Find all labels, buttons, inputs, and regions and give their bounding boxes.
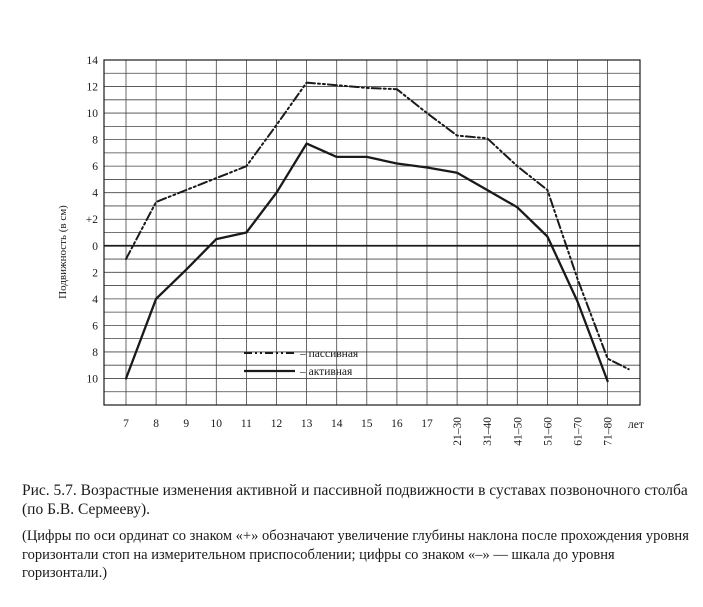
series-lines [126, 83, 629, 382]
y-axis-ticks [86, 55, 99, 385]
y-tick-label: 4 [92, 293, 98, 306]
x-axis-unit-label: лет [628, 419, 644, 431]
x-tick-label: 13 [300, 418, 313, 430]
x-tick-label: 11 [240, 418, 252, 430]
x-tick-label: 61–70 [572, 417, 585, 446]
y-tick-label: 8 [92, 346, 98, 359]
y-tick-label: +2 [85, 214, 98, 227]
x-tick-label: 12 [270, 418, 283, 430]
legend-label-passive: – пассивная [300, 348, 359, 360]
x-tick-label: 15 [361, 418, 373, 430]
y-tick-label: 6 [92, 161, 98, 174]
y-tick-label: 8 [92, 134, 98, 147]
x-tick-label: 16 [391, 418, 403, 430]
x-tick-label: 10 [210, 418, 223, 430]
chart-grid [104, 60, 640, 405]
legend-label-active: – активная [300, 366, 353, 378]
x-tick-label: 17 [421, 418, 433, 430]
y-tick-label: 10 [86, 108, 98, 121]
x-tick-label: 9 [183, 418, 190, 430]
x-tick-label: 51–60 [542, 417, 555, 446]
y-tick-label: 10 [86, 373, 98, 386]
x-tick-label: 14 [330, 418, 343, 430]
x-tick-label: 41–50 [512, 417, 525, 446]
y-tick-label: 2 [92, 267, 98, 280]
series-line-passive [126, 83, 629, 370]
x-tick-label: 31–40 [482, 417, 495, 446]
y-tick-label: 14 [86, 55, 98, 67]
x-tick-label: 8 [153, 418, 159, 430]
y-tick-label: 6 [92, 320, 98, 333]
y-tick-label: 0 [92, 240, 98, 253]
y-tick-label: 4 [92, 187, 98, 200]
x-tick-label: 7 [123, 418, 129, 430]
y-axis-label: Подвижность (в см) [57, 205, 69, 299]
y-tick-label: 12 [86, 81, 98, 94]
legend [244, 348, 359, 378]
x-tick-label: 21–30 [452, 417, 465, 446]
x-axis-ticks [123, 417, 614, 446]
figure-caption: Рис. 5.7. Возрастные изменения активной и пассивной подвижности в суставах позвоночного столба (по Б.В. Сермееву). [22, 482, 688, 518]
figure-note: (Цифры по оси ординат со знаком «+» обозначают увеличение глубины наклона после прохождения уровня горизонтали стоп на измерительном приспособлении; цифры со знаком «–» — шкала до уровня горизонтали.) [22, 528, 689, 581]
x-tick-label: 71–80 [602, 417, 615, 446]
